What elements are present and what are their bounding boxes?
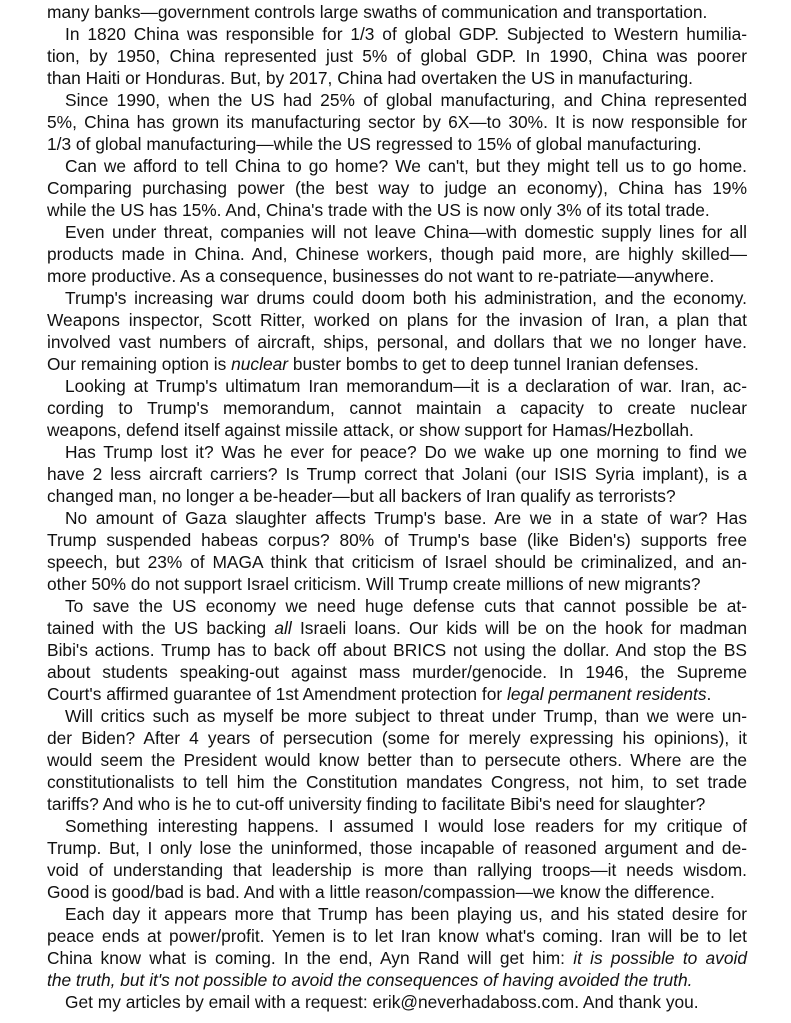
text-line [47, 683, 747, 705]
text-segment: cording to Trump's memorandum, cannot maintain a capacity to create nuclear [47, 398, 747, 418]
italic-text: the truth, but it's not possible to avoid the consequences of having avoided the truth. [47, 970, 693, 990]
text-line [47, 881, 747, 903]
text-line [47, 705, 747, 727]
text-segment: void of understanding that leadership is more than rallying troops—it needs wisdom. [47, 860, 747, 880]
text-segment: involved vast numbers of aircraft, ships, personal, and dollars that we no longer have. [47, 332, 747, 352]
text-line [47, 309, 747, 331]
text-segment: Weapons inspector, Scott Ritter, worked on plans for the invasion of Iran, a plan that [47, 310, 747, 330]
text-segment: Even under threat, companies will not leave China—with domestic supply lines for all [65, 222, 747, 242]
text-segment: products made in China. And, Chinese workers, though paid more, are highly skilled— [47, 244, 747, 264]
text-segment: To save the US economy we need huge defense cuts that cannot possible be at- [65, 596, 747, 616]
text-line [47, 287, 747, 309]
text-line [47, 595, 747, 617]
text-segment: changed man, no longer a be-header—but all backers of Iran qualify as terrorists? [47, 486, 676, 506]
text-segment: Court's affirmed guarantee of 1st Amendment protection for [47, 684, 507, 704]
text-line [47, 199, 747, 221]
text-segment: . [706, 684, 712, 704]
text-segment: Trump suspended habeas corpus? 80% of Trump's base (like Biden's) supports free [47, 530, 747, 550]
paragraph [47, 221, 747, 287]
text-line [47, 1, 747, 23]
text-line [47, 771, 747, 793]
text-line [47, 859, 747, 881]
paragraph [47, 507, 747, 595]
text-segment: Can we afford to tell China to go home? We can't, but they might tell us to go home. [65, 156, 747, 176]
text-line [47, 67, 747, 89]
text-segment: Has Trump lost it? Was he ever for peace? Do we wake up one morning to find we [65, 442, 747, 462]
text-segment: other 50% do not support Israel criticism. Will Trump create millions of new migrants? [47, 574, 701, 594]
text-segment: Good is good/bad is bad. And with a little reason/compassion—we know the difference. [47, 882, 715, 902]
text-line [47, 947, 747, 969]
paragraph [47, 23, 747, 89]
text-segment: Since 1990, when the US had 25% of global manufacturing, and China represented [65, 90, 747, 110]
text-segment: would seem the President would know better than to persecute others. Where are the [47, 750, 747, 770]
text-segment: tion, by 1950, China represented just 5% of global GDP. In 1990, China was poorer [47, 46, 747, 66]
text-line [47, 89, 747, 111]
text-line [47, 111, 747, 133]
paragraph [47, 705, 747, 815]
text-line [47, 397, 747, 419]
paragraph [47, 375, 747, 441]
text-line [47, 551, 747, 573]
text-line [47, 353, 747, 375]
text-line [47, 529, 747, 551]
paragraph [47, 89, 747, 155]
paragraph [47, 903, 747, 991]
text-segment: weapons, defend itself against missile attack, or show support for Hamas/Hezbollah. [47, 420, 694, 440]
text-segment: than Haiti or Honduras. But, by 2017, China had overtaken the US in manufacturing. [47, 68, 693, 88]
text-line [47, 793, 747, 815]
text-line [47, 925, 747, 947]
paragraph [47, 1, 747, 23]
text-segment: more productive. As a consequence, businesses do not want to re-patriate—anywhere. [47, 266, 715, 286]
text-line [47, 441, 747, 463]
text-line [47, 903, 747, 925]
paragraph [47, 287, 747, 375]
text-segment: constitutionalists to tell him the Constitution mandates Congress, not him, to set trade [47, 772, 747, 792]
text-segment: Trump's increasing war drums could doom both his administration, and the economy. [65, 288, 747, 308]
text-line [47, 155, 747, 177]
italic-text: all [274, 618, 292, 638]
text-segment: Each day it appears more that Trump has been playing us, and his stated desire for [65, 904, 747, 924]
text-segment: many banks—government controls large swaths of communication and transportation. [47, 2, 708, 22]
text-segment: China know what is coming. In the end, Ayn Rand will get him: [47, 948, 574, 968]
text-segment: Something interesting happens. I assumed I would lose readers for my critique of [65, 816, 747, 836]
text-segment: Our remaining option is [47, 354, 232, 374]
text-segment: peace ends at power/profit. Yemen is to let Iran know what's coming. Iran will be to let [47, 926, 747, 946]
text-segment: 5%, China has grown its manufacturing sector by 6X—to 30%. It is now responsible for [47, 112, 747, 132]
text-segment: while the US has 15%. And, China's trade with the US is now only 3% of its total trade. [47, 200, 710, 220]
text-line [47, 617, 747, 639]
text-segment: Israeli loans. Our kids will be on the hook for madman [291, 618, 747, 638]
text-line [47, 485, 747, 507]
text-line [47, 133, 747, 155]
text-segment: No amount of Gaza slaughter affects Trump's base. Are we in a state of war? Has [65, 508, 747, 528]
text-segment: buster bombs to get to deep tunnel Iranian defenses. [288, 354, 699, 374]
text-line [47, 639, 747, 661]
text-line [47, 573, 747, 595]
text-segment: Looking at Trump's ultimatum Iran memorandum—it is a declaration of war. Iran, ac- [65, 376, 747, 396]
text-line [47, 331, 747, 353]
text-line [47, 837, 747, 859]
text-line [47, 661, 747, 683]
text-line [47, 507, 747, 529]
paragraph [47, 595, 747, 705]
text-segment: 1/3 of global manufacturing—while the US regressed to 15% of global manufacturing. [47, 134, 702, 154]
text-segment: Trump. But, I only lose the uninformed, those incapable of reasoned argument and de- [47, 838, 747, 858]
text-segment: der Biden? After 4 years of persecution (some for merely expressing his opinions), it [47, 728, 747, 748]
text-segment: Bibi's actions. Trump has to back off about BRICS not using the dollar. And stop the BS [47, 640, 747, 660]
text-segment: tained with the US backing [47, 618, 275, 638]
text-line [47, 243, 747, 265]
paragraph [47, 991, 747, 1013]
text-line [47, 375, 747, 397]
text-line [47, 991, 747, 1013]
text-line [47, 419, 747, 441]
text-line [47, 749, 747, 771]
text-segment: Comparing purchasing power (the best way to judge an economy), China has 19% [47, 178, 747, 198]
text-line [47, 727, 747, 749]
italic-text: nuclear [231, 354, 289, 374]
text-line [47, 23, 747, 45]
text-segment: about students speaking-out against mass murder/genocide. In 1946, the Supreme [47, 662, 747, 682]
text-line [47, 265, 747, 287]
text-segment: have 2 less aircraft carriers? Is Trump correct that Jolani (our ISIS Syria implant), is a [47, 464, 747, 484]
text-segment: Will critics such as myself be more subject to threat under Trump, than we were un- [65, 706, 747, 726]
text-line [47, 221, 747, 243]
text-segment: speech, but 23% of MAGA think that criticism of Israel should be criminalized, and an- [47, 552, 747, 572]
paragraph [47, 441, 747, 507]
text-line [47, 45, 747, 67]
italic-text: it is possible to avoid [573, 948, 747, 968]
text-segment: tariffs? And who is he to cut-off university finding to facilitate Bibi's need for slaughter? [47, 794, 706, 814]
text-line [47, 815, 747, 837]
text-line [47, 463, 747, 485]
paragraph [47, 815, 747, 903]
italic-text: legal permanent residents [506, 684, 707, 704]
paragraph [47, 155, 747, 221]
text-segment: Get my articles by email with a request: erik@neverhadaboss.com. And thank you. [65, 992, 699, 1012]
text-line [47, 177, 747, 199]
text-segment: In 1820 China was responsible for 1/3 of global GDP. Subjected to Western humilia- [65, 24, 747, 44]
text-line [47, 969, 747, 991]
